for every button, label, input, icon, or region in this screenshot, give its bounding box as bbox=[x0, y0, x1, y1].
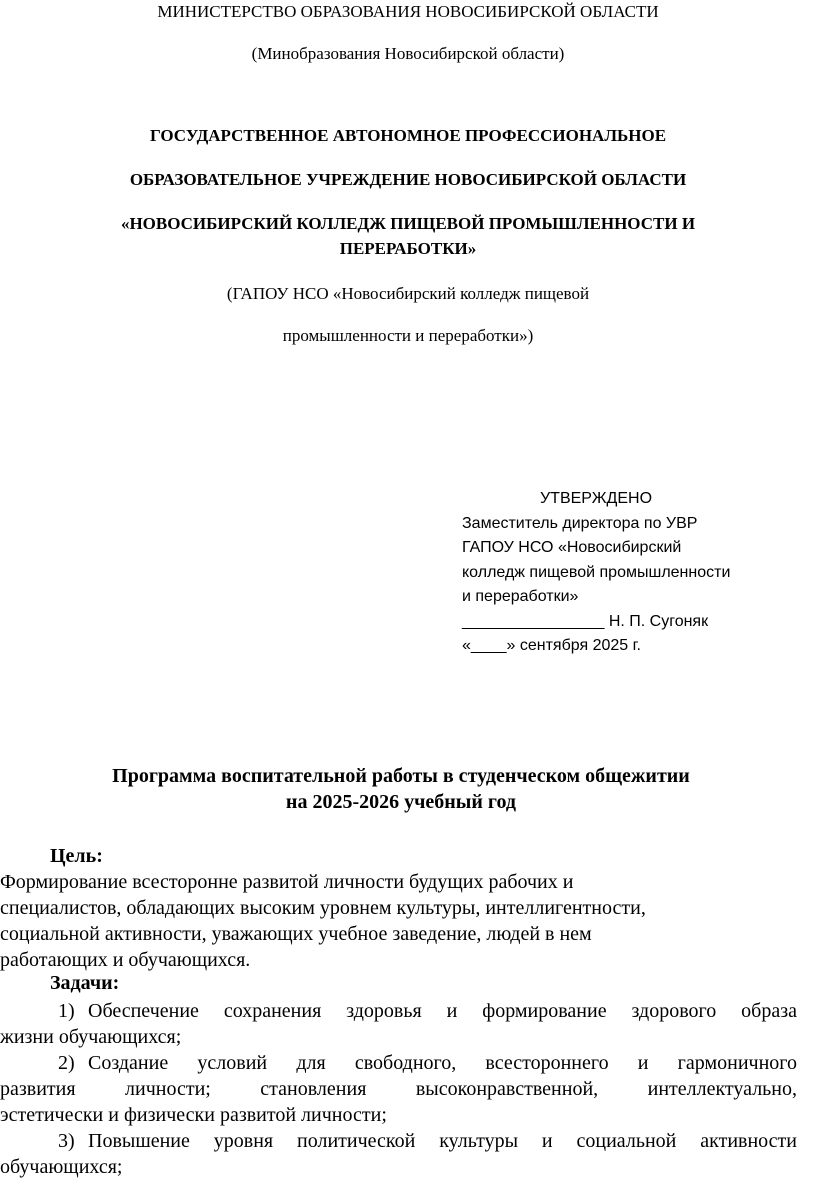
task-text-line-1: Повышение уровня политической культуры и социальной активности bbox=[88, 1130, 797, 1152]
approval-org-line-2: колледж пищевой промышленности bbox=[462, 563, 731, 581]
task-text-line-1: Создание условий для свободного, всестороннего и гармоничного bbox=[88, 1052, 797, 1074]
task-item bbox=[0, 998, 797, 1050]
task-text-line-2: развития личности; становления высоконравственной, интеллектуально, bbox=[0, 1078, 797, 1100]
task-number: 2) bbox=[58, 1052, 75, 1074]
program-title-line-1: Программа воспитательной работы в студенческом общежитии bbox=[112, 765, 690, 787]
date-day-blank: ____ bbox=[470, 637, 507, 654]
org-name-line-2: ОБРАЗОВАТЕЛЬНОЕ УЧРЕЖДЕНИЕ НОВОСИБИРСКОЙ ОБЛАСТИ bbox=[129, 170, 687, 189]
approval-title: УТВЕРЖДЕНО bbox=[540, 490, 653, 507]
goal-label: Цель: bbox=[50, 845, 103, 867]
date-open-quote: « bbox=[462, 637, 471, 654]
task-number: 3) bbox=[58, 1130, 75, 1152]
ministry-short-name: (Минобразования Новосибирской области) bbox=[251, 44, 565, 63]
org-short-name-line-2: промышленности и переработки») bbox=[282, 326, 534, 345]
ministry-title: МИНИСТЕРСТВО ОБРАЗОВАНИЯ НОВОСИБИРСКОЙ ОБЛАСТИ bbox=[157, 2, 659, 21]
goal-text-line-2: специалистов, обладающих высоким уровнем культуры, интеллигентности, bbox=[0, 897, 646, 919]
task-text-line-2: обучающихся; bbox=[0, 1156, 123, 1178]
org-name-line-1: ГОСУДАРСТВЕННОЕ АВТОНОМНОЕ ПРОФЕССИОНАЛЬНОЕ bbox=[149, 126, 667, 145]
date-month-year: » сентября 2025 г. bbox=[506, 637, 641, 654]
signer-name: Н. П. Сугоняк bbox=[604, 612, 709, 630]
approval-org-line-1: ГАПОУ НСО «Новосибирский bbox=[462, 539, 682, 556]
approval-org-line-3: и переработки» bbox=[462, 588, 579, 605]
org-name-line-4: ПЕРЕРАБОТКИ» bbox=[339, 239, 477, 258]
approval-date bbox=[462, 634, 792, 659]
task-number: 1) bbox=[58, 1000, 75, 1022]
goal-text-line-3: социальной активности, уважающих учебное заведение, людей в нем bbox=[0, 923, 592, 945]
task-item bbox=[0, 1128, 797, 1180]
task-text-line-2: жизни обучающихся; bbox=[0, 1026, 182, 1048]
program-title-line-2: на 2025-2026 учебный год bbox=[285, 791, 517, 813]
goal-text-line-4: работающих и обучающихся. bbox=[0, 949, 251, 971]
approval-position: Заместитель директора по УВР bbox=[462, 514, 698, 532]
task-text-line-1: Обеспечение сохранения здоровья и формирование здорового образа bbox=[88, 1000, 797, 1022]
approval-signature-line bbox=[462, 610, 792, 635]
goal-text-line-1: Формирование всесторонне развитой личности будущих рабочих и bbox=[0, 871, 574, 893]
task-text-line-3: эстетически и физически развитой личности; bbox=[0, 1104, 387, 1126]
signature-blank: ________________ bbox=[462, 612, 605, 630]
org-short-name-line-1: (ГАПОУ НСО «Новосибирский колледж пищевой bbox=[226, 284, 590, 303]
approval-block bbox=[462, 487, 792, 659]
org-name-line-3: «НОВОСИБИРСКИЙ КОЛЛЕДЖ ПИЩЕВОЙ ПРОМЫШЛЕННОСТИ И bbox=[120, 214, 696, 233]
task-item bbox=[0, 1050, 797, 1128]
tasks-label: Задачи: bbox=[50, 972, 120, 994]
